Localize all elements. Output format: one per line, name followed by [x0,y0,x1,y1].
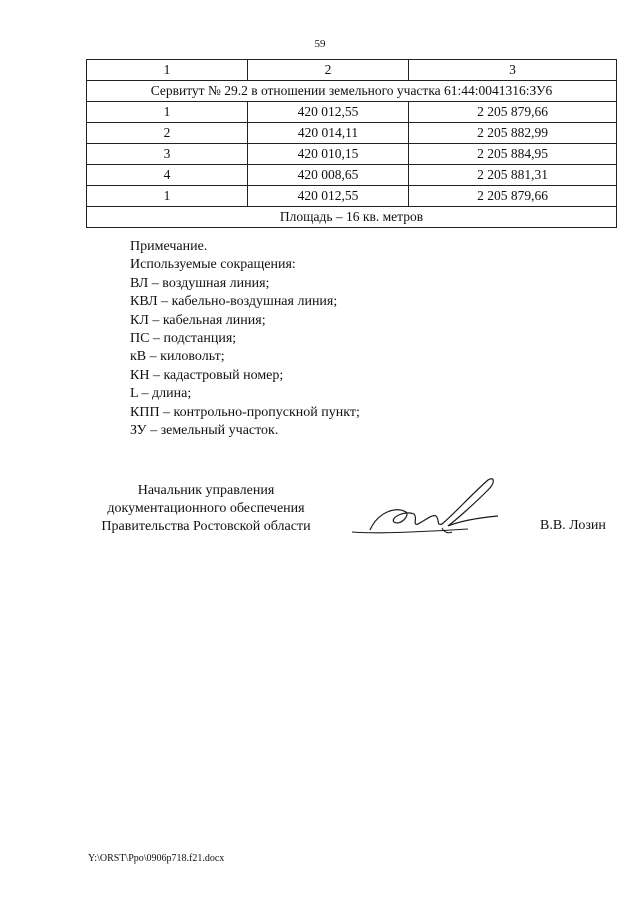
file-path: Y:\ORST\Ppo\0906p718.f21.docx [88,853,225,864]
area-value: Площадь – 16 кв. метров [87,207,617,228]
abbreviation-item: кВ – киловольт; [130,349,225,365]
coordinate-y: 2 205 879,66 [409,186,617,207]
abbreviation-item: L – длина; [130,386,192,402]
table-row [87,123,617,144]
abbreviation-item: ПС – подстанция; [130,331,237,347]
signer-name: В.В. Лозин [540,518,606,533]
point-number: 1 [87,186,248,207]
position-line: Начальник управления [137,483,275,498]
position-line: Правительства Ростовской области [101,519,311,534]
point-number: 2 [87,123,248,144]
coordinate-x: 420 010,15 [248,144,409,165]
column-header: 3 [409,60,617,81]
coordinate-x: 420 014,11 [248,123,409,144]
coordinate-x: 420 008,65 [248,165,409,186]
abbreviation-item: ВЛ – воздушная линия; [130,275,270,291]
note-title: Примечание. [130,239,208,254]
column-header: 2 [248,60,409,81]
point-number: 4 [87,165,248,186]
abbreviations-note [130,238,360,440]
point-number: 1 [87,102,248,123]
abbreviation-item: ЗУ – земельный участок. [130,423,279,439]
coordinate-y: 2 205 882,99 [409,123,617,144]
table-row [87,102,617,123]
note-subtitle: Используемые сокращения: [130,257,296,273]
page-number: 59 [314,38,326,50]
servitude-title: Сервитут № 29.2 в отношении земельного участка 61:44:0041316:ЗУ6 [87,81,617,102]
position-line: документационного обеспечения [107,501,305,516]
abbreviation-item: КН – кадастровый номер; [130,367,284,383]
coordinate-y: 2 205 884,95 [409,144,617,165]
signer-position [86,482,326,536]
section-title-row [87,81,617,102]
area-row [87,207,617,228]
point-number: 3 [87,144,248,165]
coordinate-x: 420 012,55 [248,102,409,123]
table-header-row [87,60,617,81]
abbreviation-item: КЛ – кабельная линия; [130,312,266,328]
abbreviation-item: КПП – контрольно-пропускной пункт; [130,404,360,420]
table-row [87,186,617,207]
table-row [87,165,617,186]
column-header: 1 [87,60,248,81]
coordinate-y: 2 205 879,66 [409,102,617,123]
handwritten-signature [348,472,508,544]
coordinate-y: 2 205 881,31 [409,165,617,186]
coordinates-table [86,59,617,228]
abbreviation-item: КВЛ – кабельно-воздушная линия; [130,294,338,310]
table-row [87,144,617,165]
coordinate-x: 420 012,55 [248,186,409,207]
